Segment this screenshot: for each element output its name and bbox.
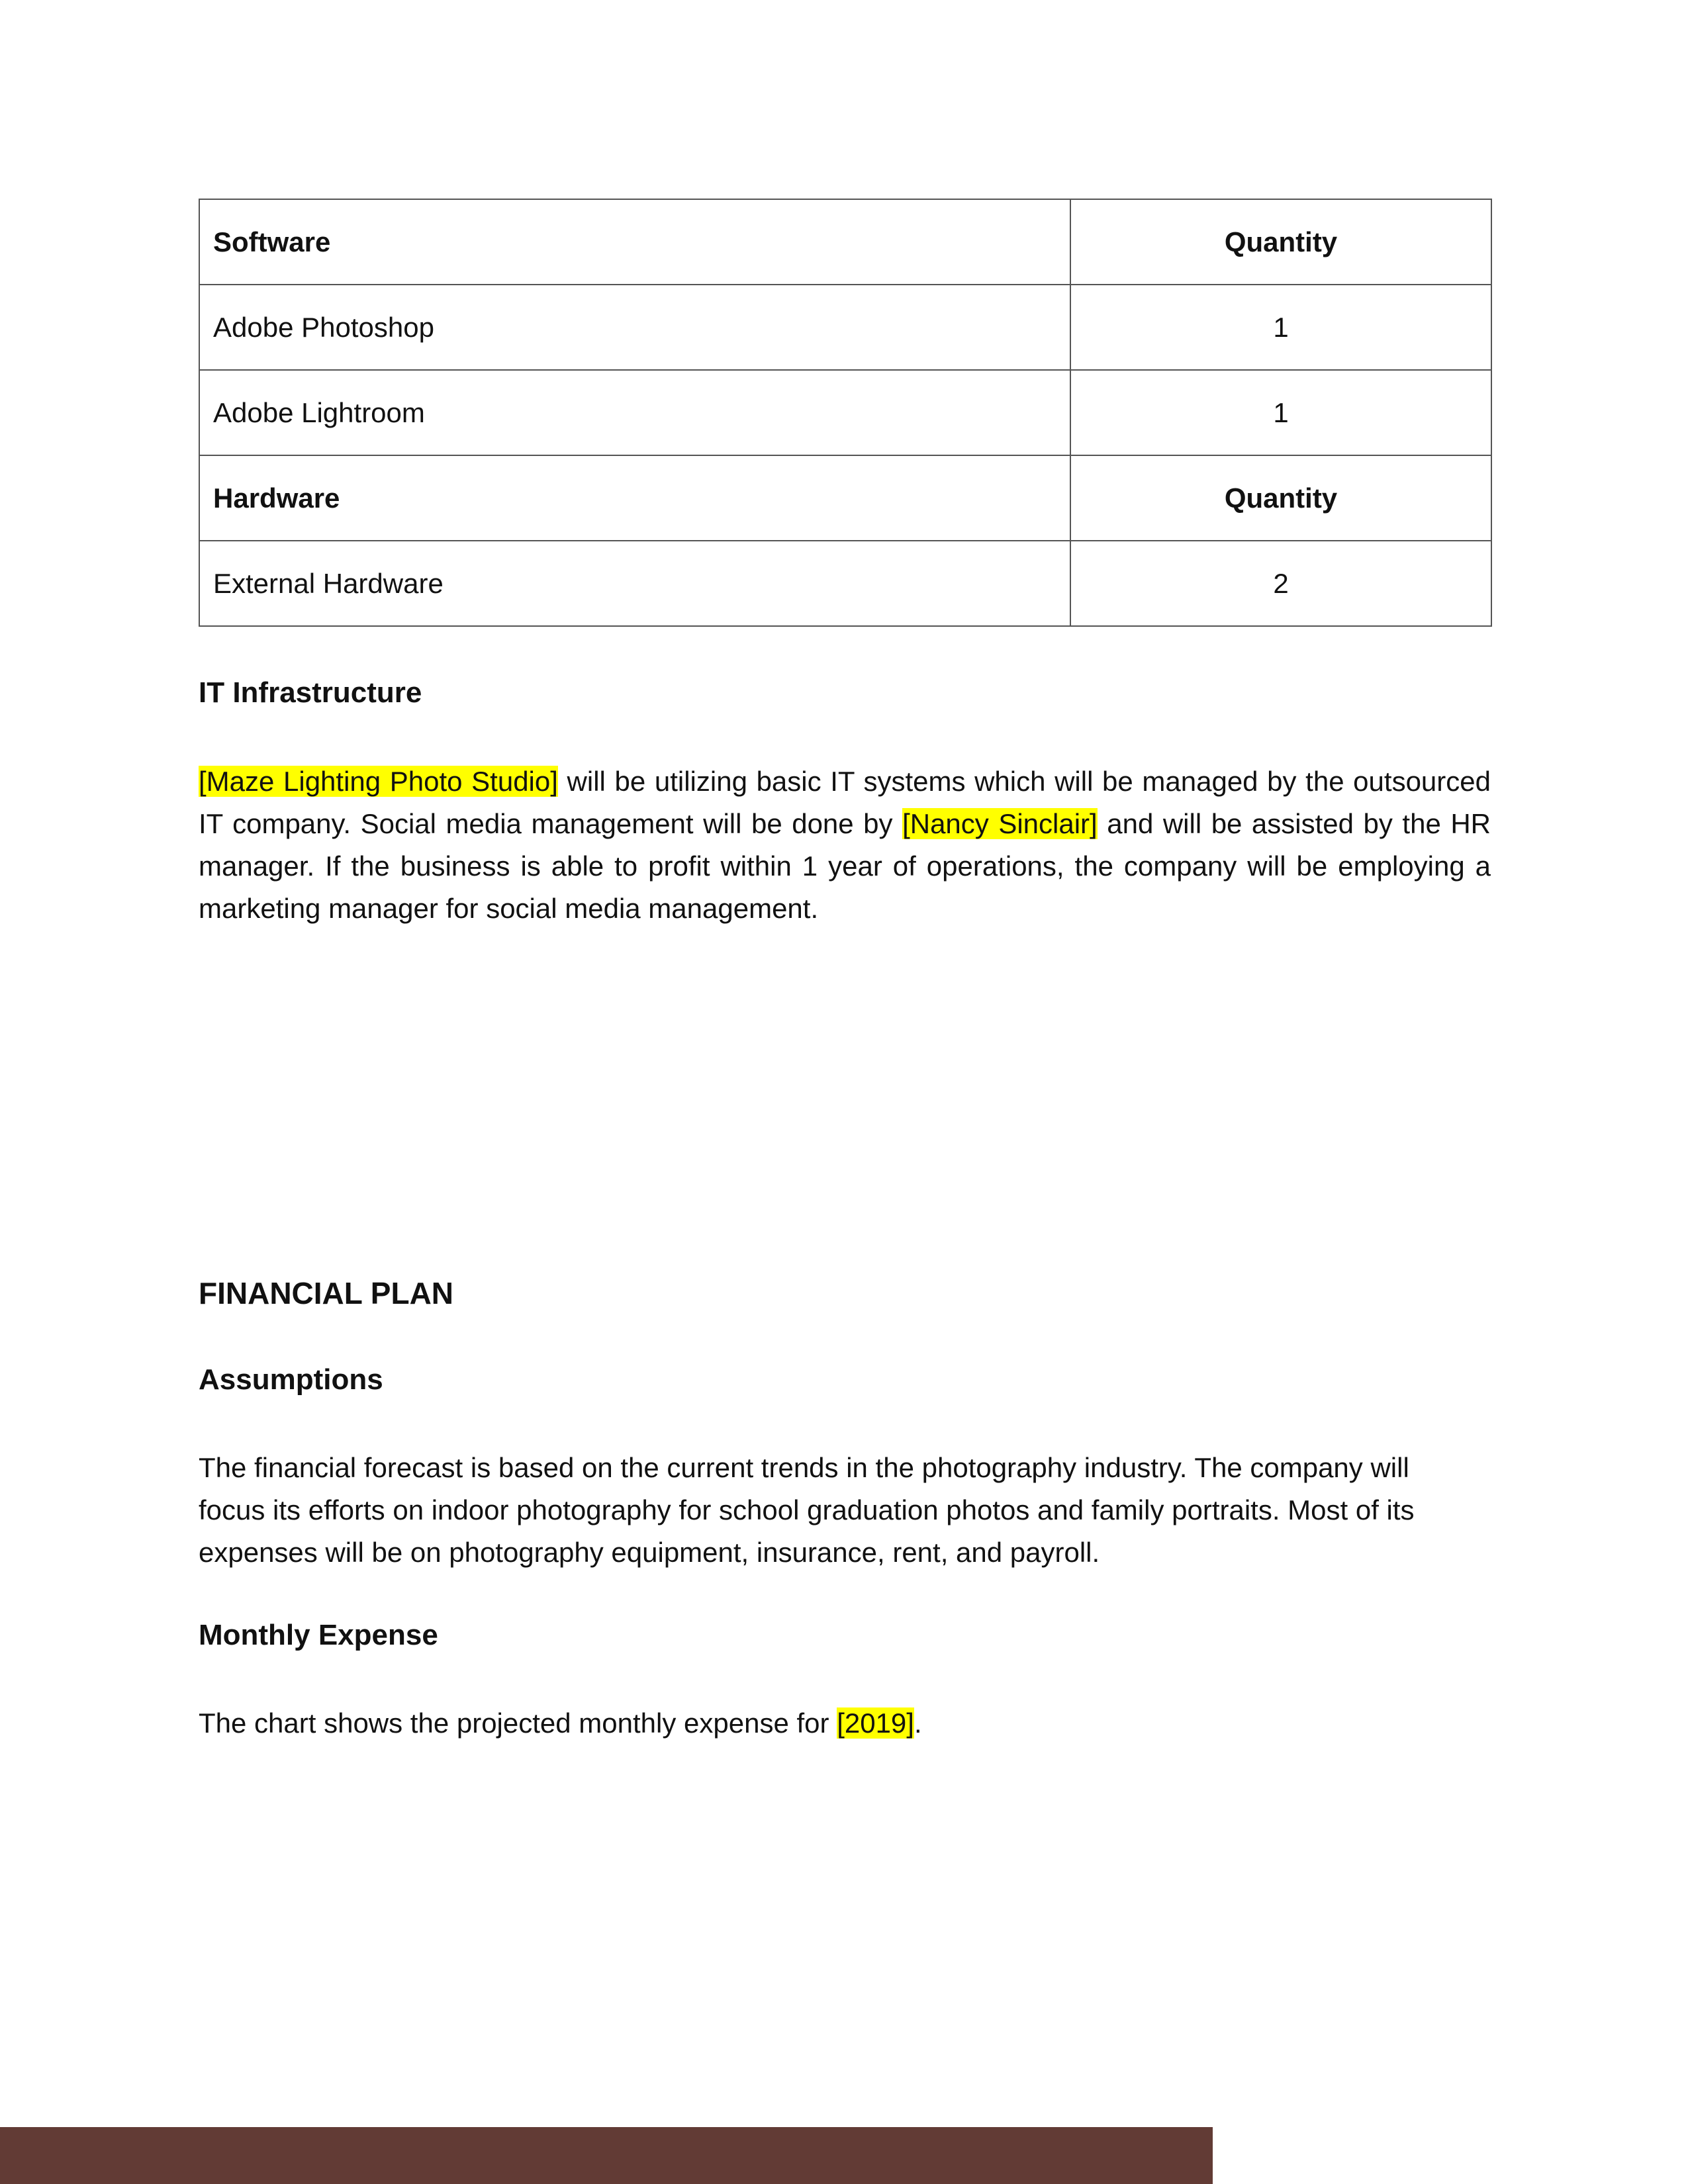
table-cell-name: External Hardware (199, 541, 1070, 626)
footer-bar (0, 2127, 1213, 2184)
table-row (199, 541, 1491, 626)
table-cell-qty: 1 (1070, 370, 1491, 455)
equipment-table (199, 199, 1492, 627)
table-cell-name: Hardware (199, 455, 1070, 541)
table-cell-qty: 1 (1070, 285, 1491, 370)
company-name-highlight: [Maze Lighting Photo Studio] (199, 766, 558, 797)
table-header-row (199, 455, 1491, 541)
it-infrastructure-paragraph (199, 760, 1491, 930)
it-infrastructure-heading: IT Infrastructure (199, 676, 422, 709)
monthly-end: . (914, 1707, 922, 1739)
table-cell-qty: Quantity (1070, 199, 1491, 285)
table-cell-name: Adobe Lightroom (199, 370, 1070, 455)
it-text-part-1: will be utilizing basic IT systems which will be managed by the outsourced IT company. Social media management will be done by (199, 766, 1491, 839)
table-cell-qty: 2 (1070, 541, 1491, 626)
table-cell-name: Software (199, 199, 1070, 285)
table-cell-name: Adobe Photoshop (199, 285, 1070, 370)
table-row (199, 285, 1491, 370)
assumptions-heading: Assumptions (199, 1363, 383, 1396)
it-text-part-2: and will be assisted by the HR manager. If the business is able to profit within 1 year of operations, the company will be employing a marketing manager for social media management. (199, 808, 1491, 924)
financial-plan-title: FINANCIAL PLAN (199, 1276, 454, 1310)
table-row (199, 370, 1491, 455)
person-name-highlight: [Nancy Sinclair] (902, 808, 1098, 839)
monthly-expense-paragraph (199, 1702, 1491, 1745)
table-cell-qty: Quantity (1070, 455, 1491, 541)
monthly-text: The chart shows the projected monthly expense for (199, 1707, 837, 1739)
assumptions-paragraph: The financial forecast is based on the current trends in the photography industry. The company will focus its efforts on indoor photography for school graduation photos and family portraits. Most of its expenses will be on photography equipment, insurance, rent, and payroll. (199, 1452, 1415, 1568)
table-header-row (199, 199, 1491, 285)
year-highlight: [2019] (837, 1707, 914, 1739)
monthly-expense-heading: Monthly Expense (199, 1619, 438, 1651)
document-page (199, 199, 1491, 1739)
